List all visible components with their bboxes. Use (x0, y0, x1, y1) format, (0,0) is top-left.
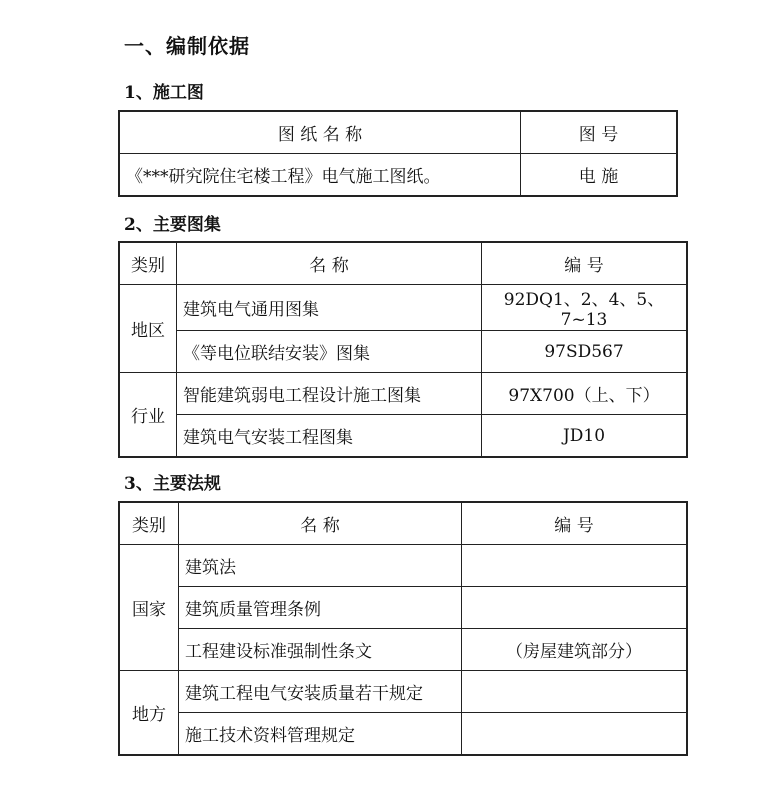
table-header-row (119, 111, 677, 154)
drawing-number-cell: 电 施 (521, 154, 678, 197)
number-cell: 97SD567 (482, 331, 688, 373)
name-cell: 建筑电气通用图集 (177, 285, 482, 331)
name-cell: 建筑法 (179, 545, 462, 587)
drawing-name-cell: 《***研究院住宅楼工程》电气施工图纸。 (119, 154, 521, 197)
table-row (119, 415, 687, 458)
section-title: 一、编制依据 (124, 34, 250, 58)
table-row (119, 154, 677, 197)
name-cell: 智能建筑弱电工程设计施工图集 (177, 373, 482, 415)
number-cell (462, 587, 688, 629)
header-drawing-number: 图 号 (521, 111, 678, 154)
subsection-title-regulations: 3、主要法规 (124, 474, 221, 494)
name-cell: 工程建设标准强制性条文 (179, 629, 462, 671)
table-header-row (119, 502, 687, 545)
name-cell: 建筑工程电气安装质量若干规定 (179, 671, 462, 713)
table-row (119, 373, 687, 415)
number-cell (462, 545, 688, 587)
number-cell: JD10 (482, 415, 688, 458)
atlases-table (118, 241, 688, 458)
table-row (119, 629, 687, 671)
header-category: 类别 (119, 502, 179, 545)
name-cell: 《等电位联结安装》图集 (177, 331, 482, 373)
name-cell: 建筑质量管理条例 (179, 587, 462, 629)
number-cell: （房屋建筑部分） (462, 629, 688, 671)
table-row (119, 285, 687, 331)
subsection-title-atlases: 2、主要图集 (124, 215, 221, 235)
number-cell (462, 671, 688, 713)
regulations-table (118, 501, 688, 756)
name-cell: 施工技术资料管理规定 (179, 713, 462, 756)
header-category: 类别 (119, 242, 177, 285)
number-cell: 97X700（上、下） (482, 373, 688, 415)
header-number: 编 号 (482, 242, 688, 285)
category-cell: 地方 (119, 671, 179, 756)
table-header-row (119, 242, 687, 285)
drawings-table (118, 110, 678, 197)
table-row (119, 713, 687, 756)
category-cell: 地区 (119, 285, 177, 373)
number-cell (462, 713, 688, 756)
category-cell: 国家 (119, 545, 179, 671)
table-row (119, 671, 687, 713)
header-drawing-name: 图 纸 名 称 (119, 111, 521, 154)
number-cell: 92DQ1、2、4、5、7~13 (482, 285, 688, 331)
name-cell: 建筑电气安装工程图集 (177, 415, 482, 458)
subsection-title-drawings: 1、施工图 (124, 83, 204, 103)
table-row (119, 545, 687, 587)
table-row (119, 587, 687, 629)
category-cell: 行业 (119, 373, 177, 458)
header-name: 名 称 (179, 502, 462, 545)
table-row (119, 331, 687, 373)
header-number: 编 号 (462, 502, 688, 545)
header-name: 名 称 (177, 242, 482, 285)
